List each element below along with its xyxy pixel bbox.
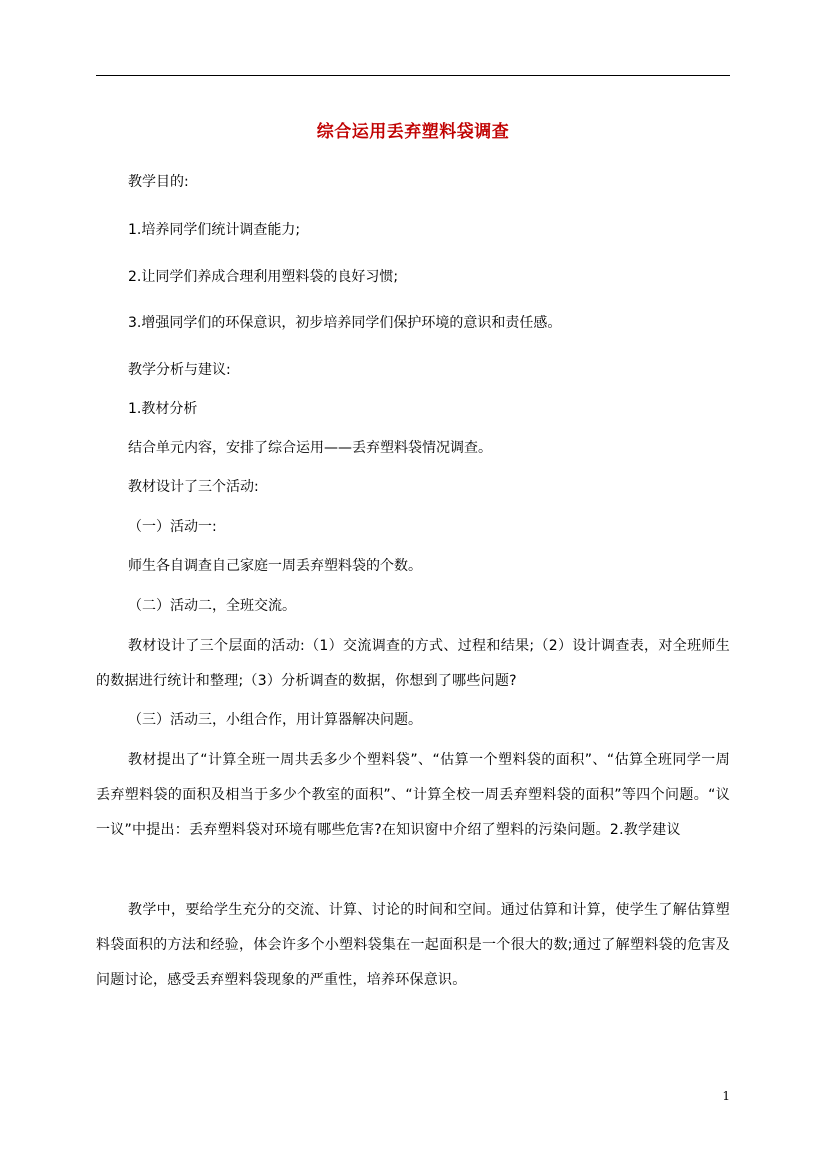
objectives-heading: 教学目的: <box>128 174 189 190</box>
teaching-suggestion-paragraph: 教学中，要给学生充分的交流、计算、讨论的时间和空间。通过估算和计算，使学生了解估算塑料袋面积的方法和经验，体会许多个小塑料袋集在一起面积是一个很大的数;通过了解塑料袋的危害及问题讨论，感受丢弃塑料袋现象的严重性，培养环保意识。 <box>96 902 730 988</box>
activity-3-title: （三）活动三，小组合作，用计算器解决问题。 <box>128 712 422 728</box>
material-analysis-heading: 1.教材分析 <box>128 401 198 417</box>
analysis-heading: 教学分析与建议: <box>128 362 231 378</box>
material-intro: 结合单元内容，安排了综合运用——丢弃塑料袋情况调查。 <box>128 440 492 456</box>
activity-2-text: 教材设计了三个层面的活动:（1）交流调查的方式、过程和结果;（2）设计调查表，对全班师生的数据进行统计和整理;（3）分析调查的数据，你想到了哪些问题? <box>96 638 730 689</box>
activity-2-title: （二）活动二，全班交流。 <box>128 598 296 614</box>
page-number: 1 <box>722 1089 730 1103</box>
header-rule <box>96 75 730 76</box>
objective-item-3: 3.增强同学们的环保意识，初步培养同学们保护环境的意识和责任感。 <box>128 315 562 331</box>
activity-1-text: 师生各自调查自己家庭一周丢弃塑料袋的个数。 <box>128 558 422 574</box>
activity-1-title: （一）活动一: <box>128 519 217 535</box>
problems-paragraph: 教材提出了“计算全班一周共丢多少个塑料袋”、“估算一个塑料袋的面积”、“估算全班同学一周丢弃塑料袋的面积及相当于多少个教室的面积”、“计算全校一周丢弃塑料袋的面积”等四个问题。“议一议”中提出：丢弃塑料袋对环境有哪些危害?在知识窗中介绍了塑料的污染问题。2.教学建议 <box>96 752 730 838</box>
activities-intro: 教材设计了三个活动: <box>128 479 259 495</box>
objective-item-1: 1.培养同学们统计调查能力; <box>128 222 301 238</box>
document-title: 综合运用丢弃塑料袋调查 <box>316 122 510 142</box>
objective-item-2: 2.让同学们养成合理利用塑料袋的良好习惯; <box>128 269 399 285</box>
